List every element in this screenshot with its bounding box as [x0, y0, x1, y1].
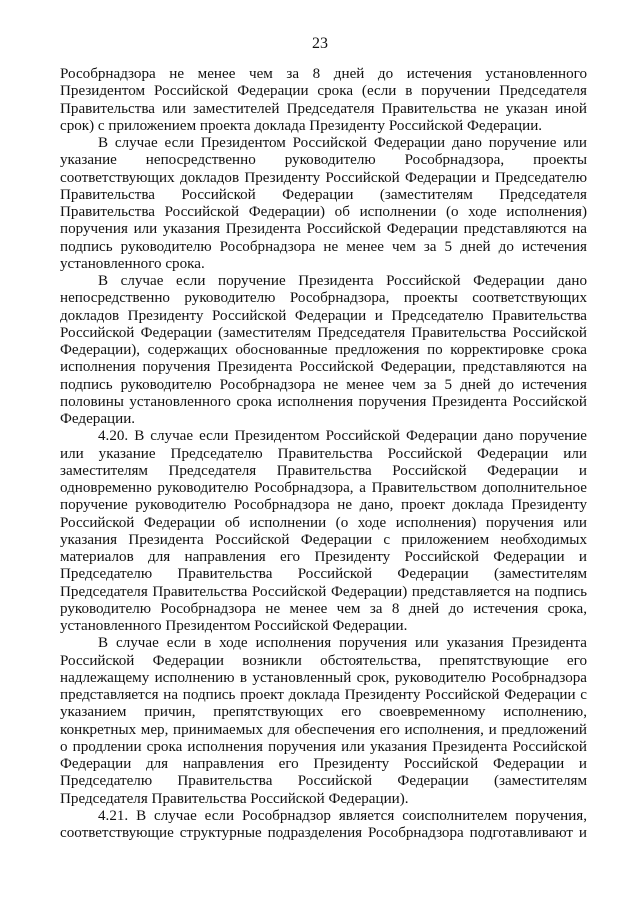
text-line: Правительства Российской Федерации) об исполнении (о ходе исполнения) [60, 204, 587, 220]
text-line: В случае если поручение Президента Российской Федерации дано [98, 273, 587, 289]
text-line: Президентом Российской Федерации срока (если в поручении Председателя [60, 83, 587, 100]
text-line: указание непосредственно руководителю Рособрнадзора, проекты [60, 152, 587, 169]
text-line: о продлении срока исполнения поручения или указания Президента Российской [60, 738, 587, 755]
paragraph [60, 428, 587, 635]
text-line: надлежащему исполнению в установленный срок, руководителю Рособрнадзора [60, 669, 587, 686]
text-line: соответствующие структурные подразделения Рособрнадзора подготавливают и [60, 825, 587, 841]
text-line: половины установленного срока исполнения поручения Президента Российской [60, 393, 587, 410]
text-line: Правительства Российской Федерации (заместителям Председателя [60, 186, 587, 203]
paragraph [60, 135, 587, 273]
text-line: установленного срока. [60, 255, 205, 272]
text-line: материалов для направления его Президенту Российской Федерации и [60, 549, 587, 565]
text-line: срок) с приложением проекта доклада Президенту Российской Федерации. [60, 117, 543, 134]
text-line: В случае если в ходе исполнения поручения или указания Президента [98, 635, 587, 652]
text-line: Федерации для направления его Президенту Российской Федерации и [60, 756, 587, 772]
text-line: или указание Председателю Правительства Российской Федерации или [60, 445, 587, 462]
text-line: непосредственно руководителю Рособрнадзора, проекты соответствующих [60, 290, 587, 307]
text-line: Председателю Правительства Российской Федерации (заместителям [60, 773, 587, 790]
text-line: представляется на подпись проект доклада Президенту Российской Федерации с [60, 687, 587, 703]
text-line: заместителям Председателя Правительства Российской Федерации и [60, 462, 587, 479]
text-line: указанием причин, препятствующих его своевременному исполнению, [60, 704, 587, 721]
text-line: соответствующих докладов Президенту Российской Федерации и Председателю [60, 169, 587, 186]
paragraph [60, 273, 587, 428]
text-line: Федерации. [60, 411, 136, 427]
text-line: Правительства или заместителей Председателя Правительства не указан иной [60, 100, 587, 117]
text-line: В случае если Президентом Российской Федерации дано поручение или [98, 135, 587, 151]
document-body [60, 66, 587, 842]
text-line: Председателю Правительства Российской Федерации (заместителям [60, 566, 587, 583]
text-line: исполнения поручения Президента Российской Федерации, представляются на [60, 359, 587, 376]
text-line: Российской Федерации об исполнении (о ходе исполнения) поручения или [60, 514, 587, 531]
page-number: 23 [312, 35, 328, 52]
text-line: установленного Президентом Российской Федерации. [60, 618, 408, 634]
text-line: 4.21. В случае если Рособрнадзор является соисполнителем поручения, [98, 807, 587, 824]
text-line: Председателя Правительства Российской Федерации). [60, 790, 409, 807]
text-line: Федерации), содержащих обоснованные предложения по корректировке срока [60, 342, 587, 358]
text-line: указания Президента Российской Федерации с приложением необходимых [60, 531, 587, 548]
paragraph [60, 808, 587, 843]
text-line: одновременно руководителю Рособрнадзора, а Правительством дополнительное [60, 480, 587, 496]
text-line: Председателя Правительства Российской Федерации) представляется на подпись [60, 583, 587, 600]
text-line: руководителю Рособрнадзора не менее чем за 8 дней до истечения срока, [60, 600, 587, 617]
text-line: конкретных мер, принимаемых для обеспечения его исполнения, и предложений [60, 721, 587, 738]
text-line: поручение руководителю Рособрнадзора не дано, проект доклада Президенту [60, 497, 587, 514]
text-line: подпись руководителю Рособрнадзора не менее чем за 5 дней до истечения [60, 376, 587, 393]
text-line: 4.20. В случае если Президентом Российской Федерации дано поручение [98, 428, 587, 445]
text-line: Российской Федерации возникли обстоятельства, препятствующие его [60, 652, 587, 669]
text-line: Рособрнадзора не менее чем за 8 дней до истечения установленного [60, 66, 587, 82]
paragraph [60, 635, 587, 808]
text-line: поручения или указания Президента Российской Федерации представляются на [60, 221, 587, 238]
text-line: подпись руководителю Рособрнадзора не менее чем за 5 дней до истечения [60, 238, 587, 255]
text-line: Российской Федерации (заместителям Председателя Правительства Российской [60, 324, 587, 341]
text-line: докладов Президенту Российской Федерации и Председателю Правительства [60, 307, 587, 324]
paragraph [60, 66, 587, 135]
